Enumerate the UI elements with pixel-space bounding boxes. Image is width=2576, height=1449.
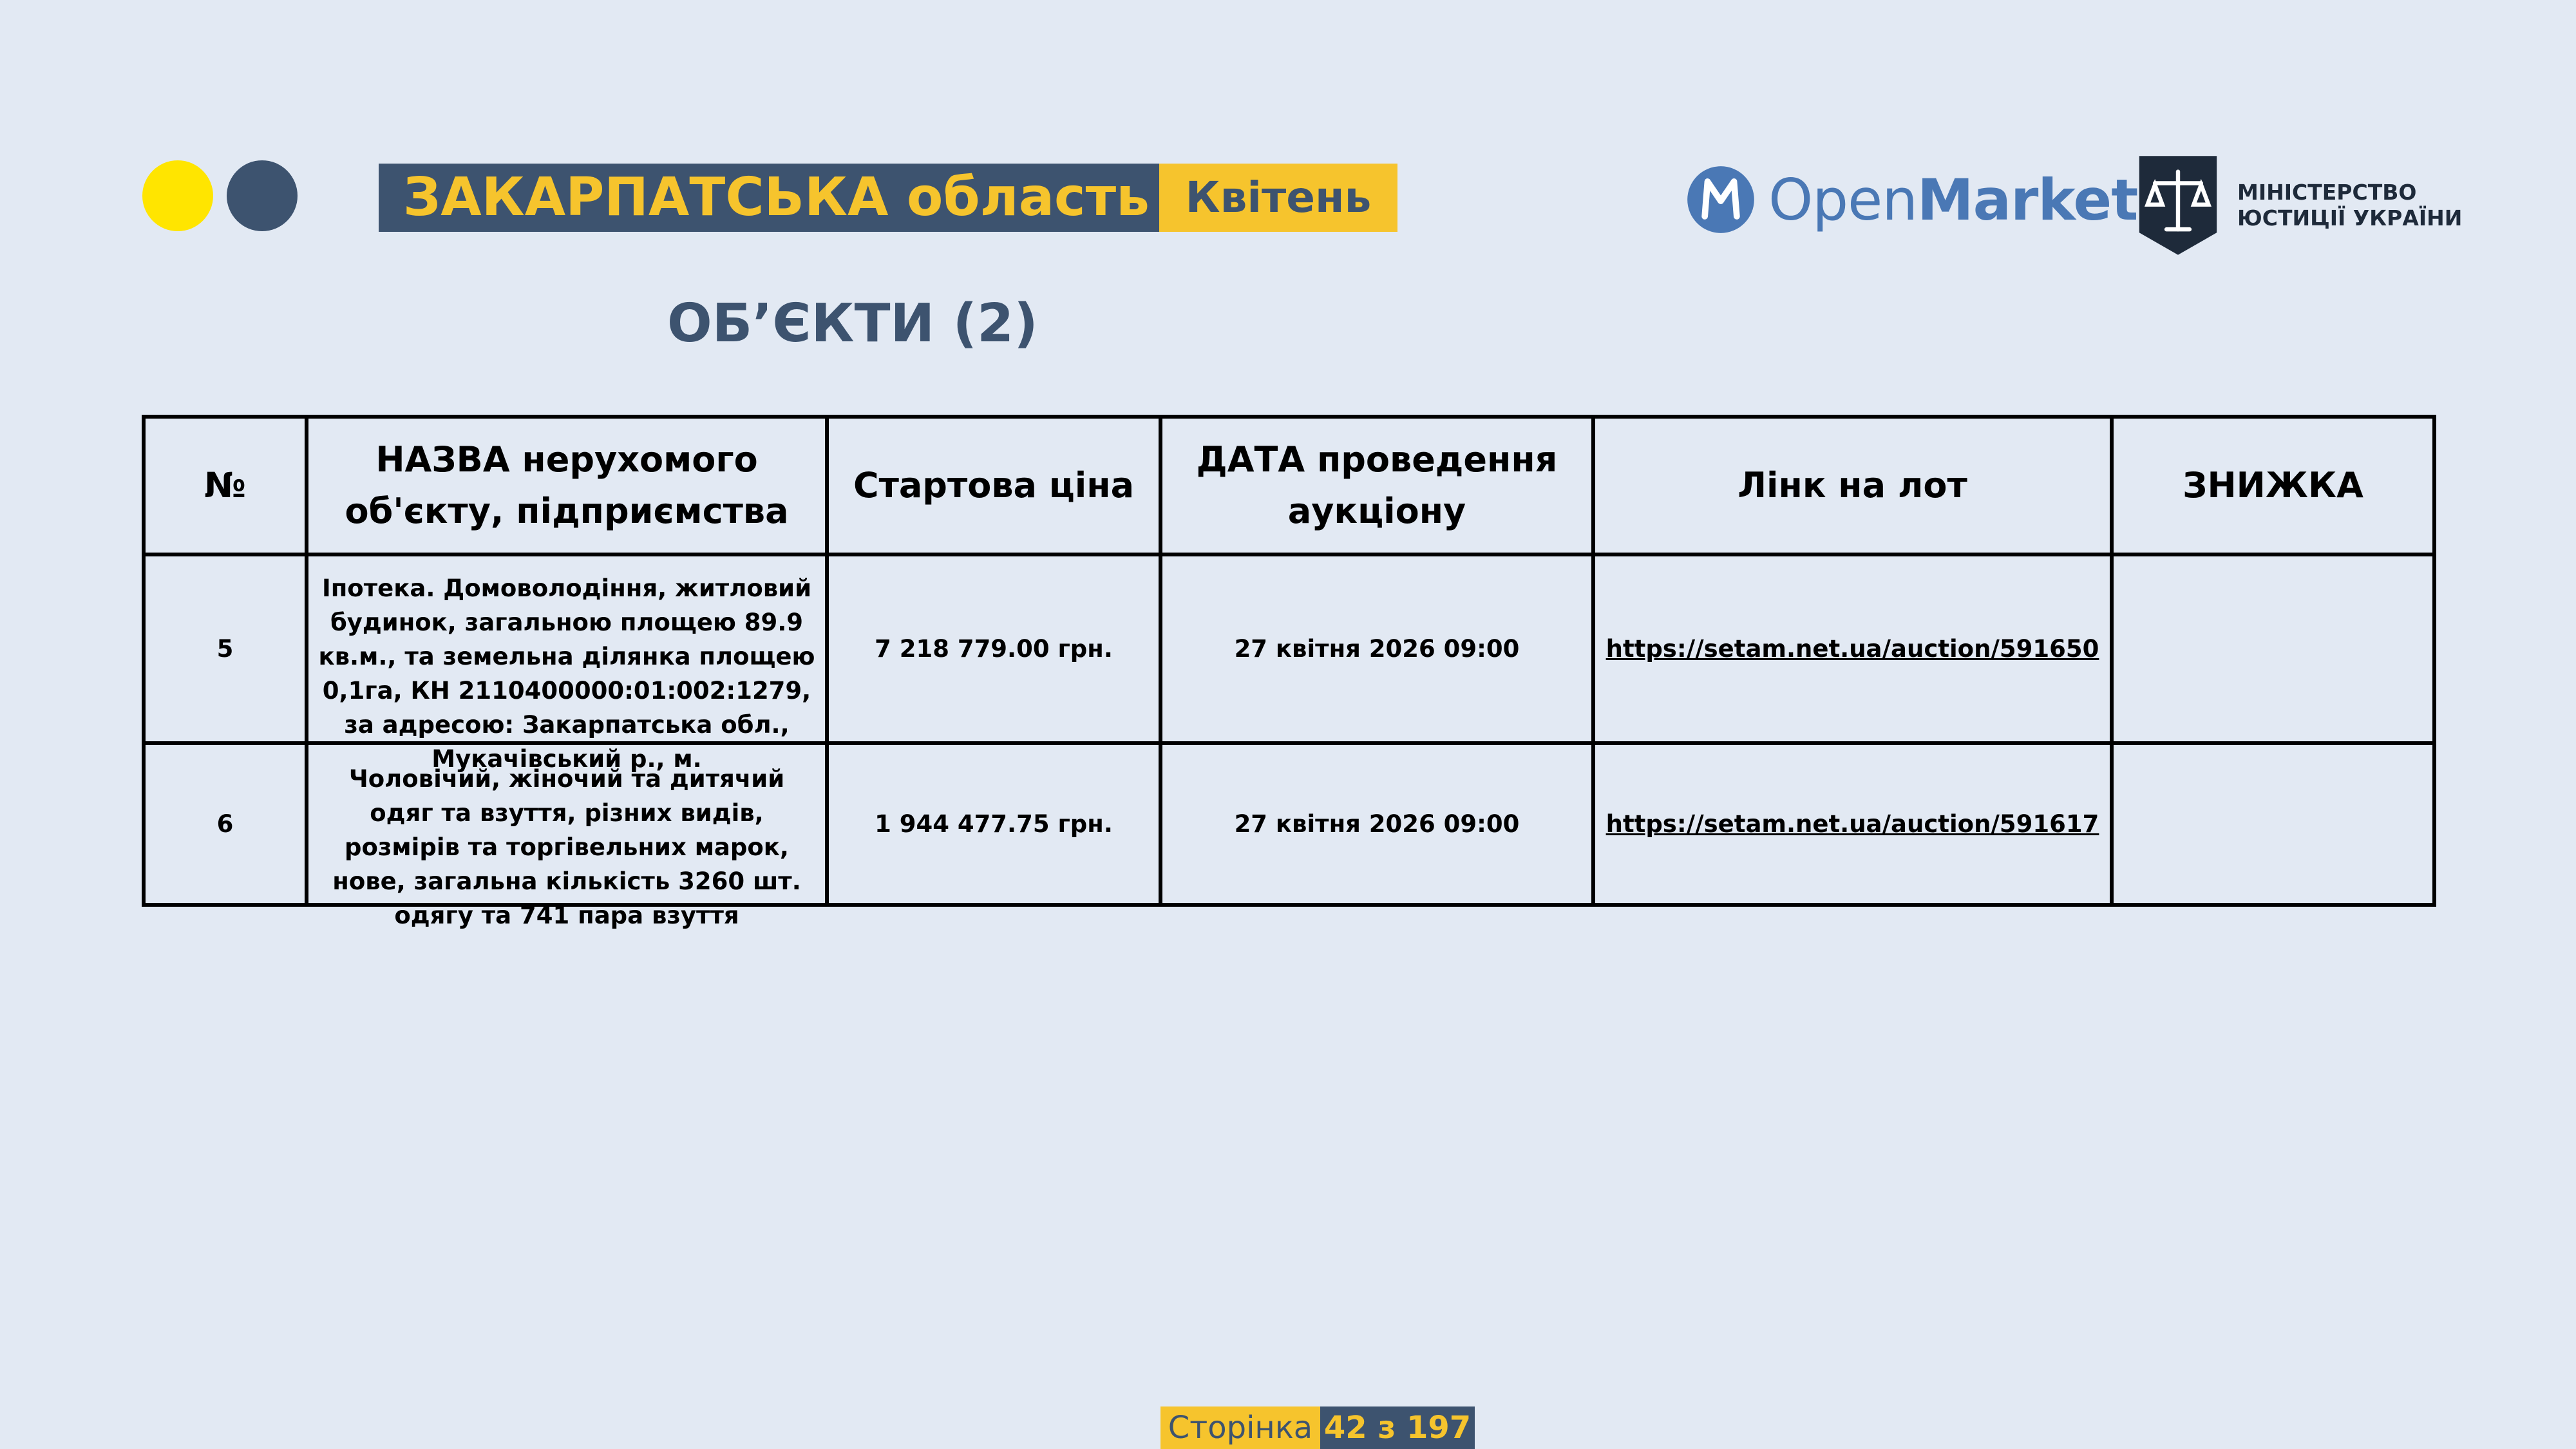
ministry-of-justice-logo (2137, 153, 2462, 258)
lot-price: 7 218 779.00 грн. (827, 554, 1160, 743)
lot-name-cell (307, 743, 827, 929)
lot-name: Чоловічий, жіночий та дитячий одяг та взуття, різних видів, розмірів та торгівельних марок, нове, загальна кількість 3260 шт. одягу та 741 пара взуття (332, 764, 801, 929)
openmarket-m-icon (1686, 165, 1756, 234)
table-header-row (144, 417, 2434, 554)
lot-link[interactable]: https://setam.net.ua/auction/591617 (1605, 810, 2099, 838)
openmarket-word-open: Open (1768, 166, 1918, 233)
header-start-price: Стартова ціна (827, 417, 1160, 554)
lot-discount (2112, 554, 2434, 743)
region-title: ЗАКАРПАТСЬКА область (379, 164, 1159, 232)
lot-link[interactable]: https://setam.net.ua/auction/591650 (1605, 635, 2099, 663)
ministry-name (2237, 180, 2462, 231)
yellow-dot-decoration (142, 160, 213, 231)
ministry-name-line1: МІНІСТЕРСТВО (2237, 180, 2417, 205)
region-banner (379, 164, 1397, 232)
lot-date: 27 квітня 2026 09:00 (1160, 554, 1593, 743)
header-lot-link: Лінк на лот (1593, 417, 2112, 554)
lot-name-cell (307, 554, 827, 773)
lot-number: 6 (144, 743, 307, 905)
page-indicator (1160, 1406, 1475, 1449)
month-label: Квітень (1159, 164, 1397, 232)
lot-name: Іпотека. Домоволодіння, житловий будинок, загальною площею 89.9 кв.м., та земельна ділянка площею 0,1га, КН 2110400000:01:002:1279, за адресою: Закарпатська обл., Мукачівський р., м. (318, 574, 815, 773)
header-object-name: НАЗВА нерухомого об'єкту, підприємства (307, 417, 827, 554)
header-number: № (144, 417, 307, 554)
header-auction-date: ДАТА проведення аукціону (1160, 417, 1593, 554)
lot-link-cell (1593, 743, 2112, 905)
openmarket-word-market: Market (1917, 166, 2138, 233)
lot-link-cell (1593, 554, 2112, 743)
page-number: 42 з 197 (1320, 1406, 1475, 1449)
page-label: Сторінка (1160, 1406, 1320, 1449)
lot-price: 1 944 477.75 грн. (827, 743, 1160, 905)
table-row (144, 554, 2434, 743)
lot-number: 5 (144, 554, 307, 743)
ministry-name-line2: ЮСТИЦІЇ УКРАЇНИ (2237, 205, 2463, 231)
scales-shield-icon (2137, 153, 2219, 258)
table-row (144, 743, 2434, 905)
lot-discount (2112, 743, 2434, 905)
section-title: ОБ’ЄКТИ (2) (667, 293, 1038, 354)
openmarket-logo (1686, 165, 2137, 234)
lots-table (142, 415, 2436, 929)
lot-date: 27 квітня 2026 09:00 (1160, 743, 1593, 905)
openmarket-wordmark (1768, 167, 2137, 233)
header-discount: ЗНИЖКА (2112, 417, 2434, 554)
navy-dot-decoration (227, 160, 298, 231)
